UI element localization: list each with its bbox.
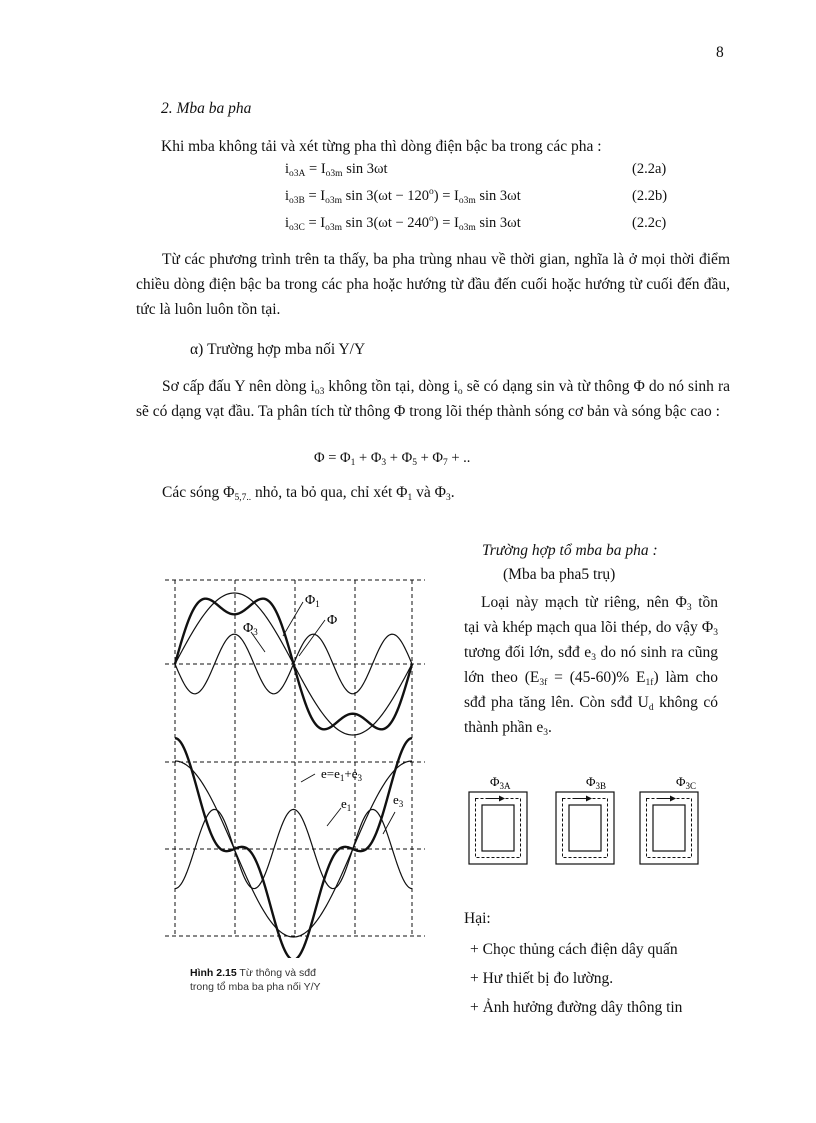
equation-2-2b: $i_{o3B} = I_{o3m}$ $\sin 3(\omega t - 120^o) = I_{o3m}$ sin 3ωt <box>285 187 521 206</box>
core-diagram <box>462 770 712 870</box>
core-a <box>469 774 527 864</box>
right-subtitle: (Mba ba pha5 trụ) <box>503 566 616 583</box>
leader-lines <box>251 602 395 834</box>
label-phi: Φ <box>327 613 338 628</box>
harm-item: + Ảnh hưởng đường dây thông tin <box>470 999 683 1016</box>
equation-number-2-2c: (2.2c) <box>632 215 667 231</box>
harm-item: + Chọc thủng cách điện dây quấn <box>470 941 678 958</box>
harm-item: + Hư thiết bị đo lường. <box>470 970 614 987</box>
figure-caption: Hình 2.15 Từ thông và sđđ trong tổ mba ba pha nối Y/Y <box>190 967 321 993</box>
label-esum: $e=e_1+e_3$ <box>321 766 362 783</box>
right-title: Trường hợp tổ mba ba pha : <box>482 542 658 559</box>
esum-curve <box>175 738 412 958</box>
section-title: 2. Mba ba pha <box>161 100 252 117</box>
flux-equation: $\Phi = \Phi_1 + \Phi_3 + \Phi_5 + \Phi_7$ + .. <box>314 450 471 468</box>
equation-2-2a: $i_{o3A} = I_{o3m}$ sin 3ωt <box>285 161 388 179</box>
subsection-title: α) Trường hợp mba nối Y/Y <box>190 341 366 358</box>
core-c <box>640 774 698 864</box>
label-phi1: $\Phi_1$ <box>305 593 320 609</box>
core-a-label: $\Phi_{3A}$ <box>490 774 511 791</box>
right-paragraph: Loại này mạch từ riêng, nên $\Phi_3$ tồn tại và khép mạch qua lõi thép, do vậy $\Phi_3$ tương đối lớn, sđđ $e_3$ do nó sinh ra cũng lớn theo ($E_{3f} = (45-60)\%$ $E_{1f}$) làm cho sđđ pha tăng lên. Còn sđđ $U_d$ không có thành phần $e_3$. <box>464 594 719 738</box>
equation-number-2-2b: (2.2b) <box>632 188 668 204</box>
paragraph-2: Sơ cấp đấu Y nên dòng $i_{o3}$ không tồn tại, dòng $i_o$ sẽ có dạng sin và từ thông Φ do nó sinh ra sẽ có dạng vạt đầu. Ta phân tích từ thông Φ trong lõi thép thành sóng cơ bản và sóng bậc cao : <box>136 378 730 420</box>
core-b <box>556 774 614 864</box>
core-b-label: $\Phi_{3B}$ <box>586 774 607 791</box>
label-e3: $e_3$ <box>393 792 404 809</box>
figure-grid <box>165 580 425 936</box>
intro-text: Khi mba không tải và xét từng pha thì dòng điện bậc ba trong các pha : <box>161 138 602 155</box>
equation-number-2-2a: (2.2a) <box>632 161 667 177</box>
core-c-label: $\Phi_{3C}$ <box>676 774 697 791</box>
equation-2-2c: $i_{o3C} = I_{o3m}$ $\sin 3(\omega t - 240^o) = I_{o3m}$ sin 3ωt <box>285 214 521 233</box>
paragraph-1: Từ các phương trình trên ta thấy, ba pha trùng nhau về thời gian, nghĩa là ở mọi thời điểm chiều dòng điện bậc ba trong các pha hoặc hướng từ đầu đến cuối hoặc hướng từ cuối đến đầu, tức là luôn luôn tồn tại. <box>136 251 730 318</box>
harms-title: Hại: <box>464 910 491 927</box>
label-phi3: $\Phi_3$ <box>243 621 258 637</box>
page-number: 8 <box>716 44 724 61</box>
paragraph-3: Các sóng $\Phi_{5,7..}$ nhỏ, ta bỏ qua, chỉ xét $\Phi_1$ và $\Phi_3$. <box>162 484 455 503</box>
waveform-figure <box>155 568 455 958</box>
label-e1: $e_1$ <box>341 796 352 813</box>
